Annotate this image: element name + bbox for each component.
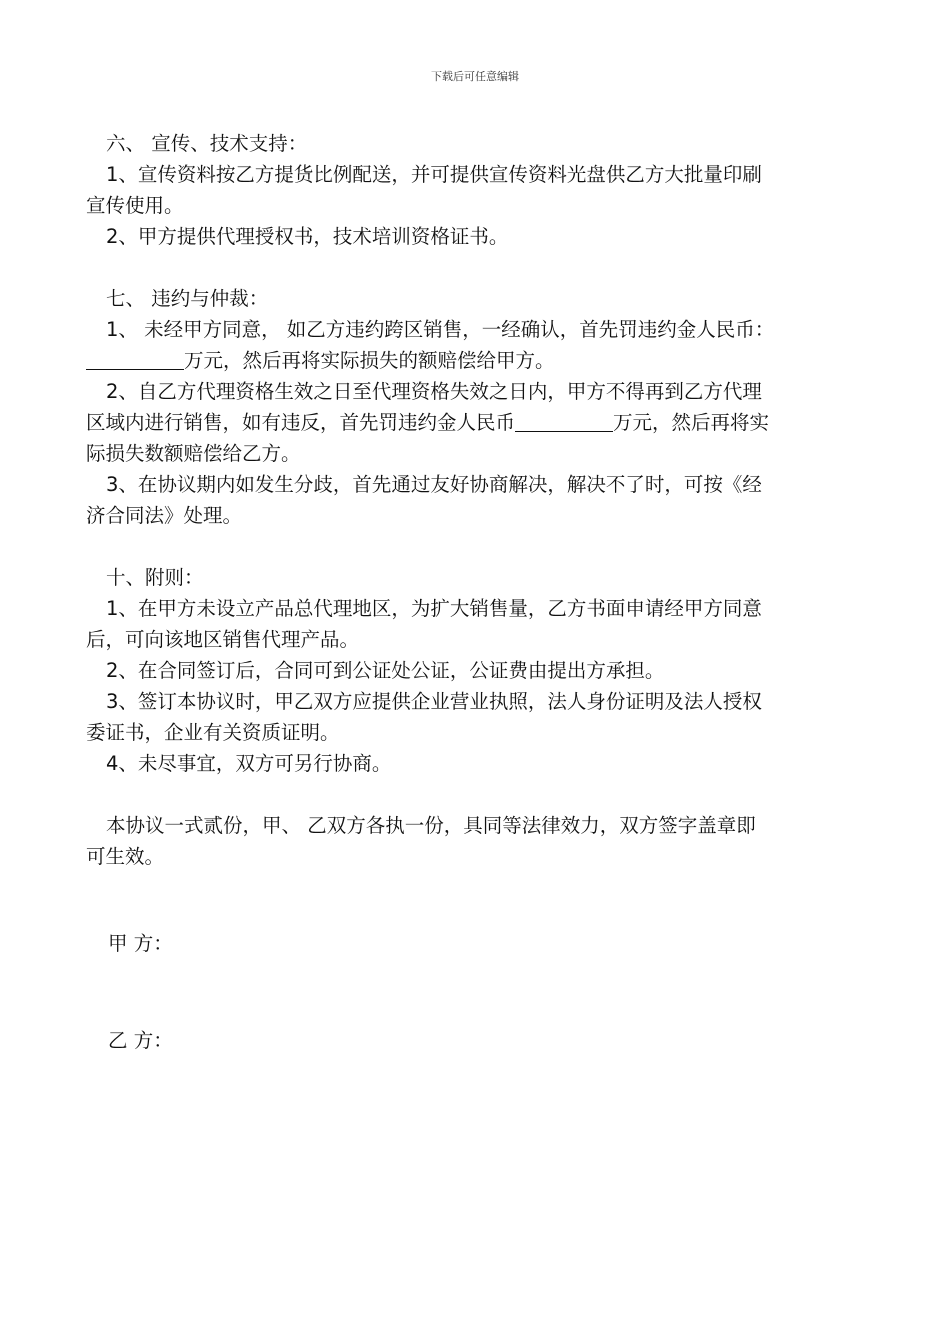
spacer — [86, 872, 868, 928]
section-7-item-3-cont: 济合同法》处理。 — [86, 504, 243, 527]
section-10-item-3: 3、签订本协议时，甲乙双方应提供企业营业执照，法人身份证明及法人授权 — [106, 690, 762, 713]
section-6-item-1: 1、宣传资料按乙方提货比例配送，并可提供宣传资料光盘供乙方大批量印刷 — [106, 163, 762, 186]
document-body — [86, 128, 868, 1056]
section-7-item-1-cont — [86, 345, 868, 376]
section-10-item-1-cont: 后，可向该地区销售代理产品。 — [86, 628, 360, 651]
section-6-title: 六、 宣传、技术支持： — [106, 132, 308, 155]
section-7-item-2: 2、自乙方代理资格生效之日至代理资格失效之日内，甲方不得再到乙方代理 — [106, 380, 762, 403]
section-7-item-2-cont-text-b: 万元，然后再将实 — [613, 411, 770, 434]
spacer — [86, 779, 868, 810]
section-7-item-1: 1、 未经甲方同意， 如乙方违约跨区销售，一经确认，首先罚违约金人民币： — [106, 318, 775, 341]
section-7-item-2-cont-text-a: 区域内进行销售，如有违反，首先罚违约金人民币 — [86, 411, 516, 434]
closing-statement-cont: 可生效。 — [86, 845, 165, 868]
section-10-item-4: 4、未尽事宜，双方可另行协商。 — [106, 752, 392, 775]
section-6-item-1-cont: 宣传使用。 — [86, 194, 184, 217]
signature-party-b: 乙 方： — [108, 1029, 173, 1052]
spacer — [86, 252, 868, 283]
section-7-item-1-cont-text: 万元，然后再将实际损失的额赔偿给甲方。 — [184, 349, 555, 372]
spacer — [86, 531, 868, 562]
section-10-title: 十、附则： — [106, 566, 204, 589]
section-7-title: 七、 违约与仲裁： — [106, 287, 269, 310]
section-7-item-2-cont-2: 际损失数额赔偿给乙方。 — [86, 442, 301, 465]
section-7-item-3: 3、在协议期内如发生分歧，首先通过友好协商解决，解决不了时，可按《经 — [106, 473, 762, 496]
section-10-item-3-cont: 委证书，企业有关资质证明。 — [86, 721, 340, 744]
page-header: 下载后可任意编辑 — [431, 70, 519, 83]
section-7-item-2-cont — [86, 407, 868, 438]
spacer — [86, 959, 868, 1025]
signature-party-a: 甲 方： — [108, 932, 173, 955]
section-10-item-2: 2、在合同签订后，合同可到公证处公证，公证费由提出方承担。 — [106, 659, 665, 682]
section-6-item-2: 2、甲方提供代理授权书，技术培训资格证书。 — [106, 225, 509, 248]
closing-statement: 本协议一式贰份，甲、 乙双方各执一份，具同等法律效力，双方签字盖章即 — [106, 814, 756, 837]
section-10-item-1: 1、在甲方未设立产品总代理地区，为扩大销售量，乙方书面申请经甲方同意 — [106, 597, 762, 620]
fill-in-blank — [86, 347, 184, 370]
fill-in-blank — [515, 409, 613, 432]
